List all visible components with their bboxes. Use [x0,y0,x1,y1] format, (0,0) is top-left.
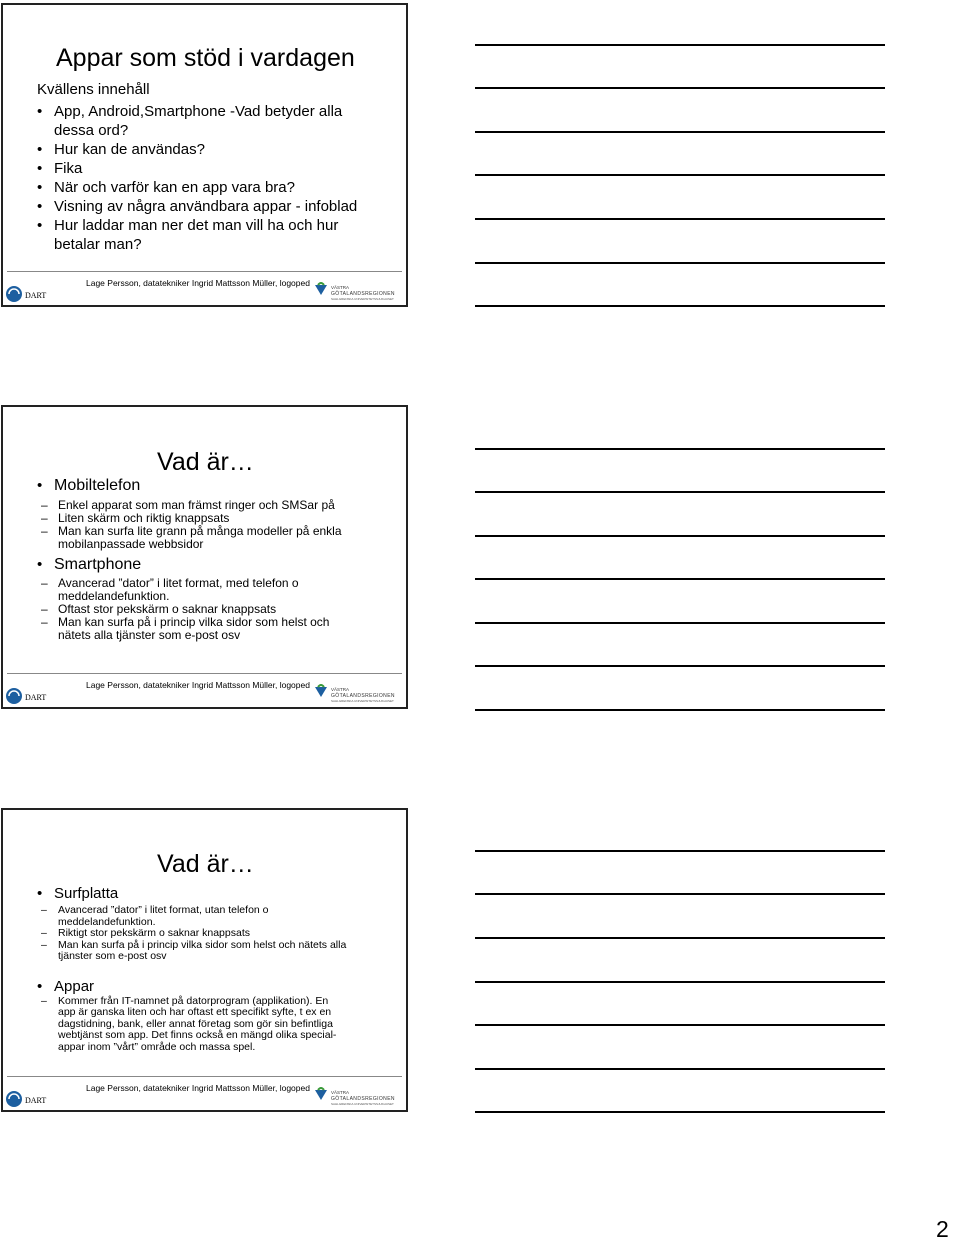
sub-list-item: – Oftast stor pekskärm o saknar knappsats [41,603,341,616]
note-line [475,87,885,89]
footer-authors: Lage Persson, datatekniker Ingrid Mattsson Müller, logoped [86,278,310,288]
list-item [37,555,377,642]
sub-list [41,905,351,963]
svg-text:VÄSTRA: VÄSTRA [331,285,350,290]
dart-logo [5,284,51,304]
list-item: • Visning av några användbara appar - infoblad [37,197,367,216]
sub-list-item: – Liten skärm och riktig knappsats [41,512,351,525]
svg-text:DART: DART [25,693,47,702]
section-heading: Mobiltelefon [54,477,141,494]
svg-text:SAHLGRENSKA UNIVERSITETSSJUKHU: SAHLGRENSKA UNIVERSITETSSJUKHUSET [331,297,394,301]
section-heading: Surfplatta [54,885,119,902]
note-line [475,218,885,220]
slide-title: Vad är… [157,448,254,476]
note-line [475,131,885,133]
sub-list-item: – Avancerad ”dator” i litet format, utan telefon o meddelandefunktion. [41,905,351,928]
slide-3 [1,808,408,1112]
footer-divider [7,271,402,272]
slide-1 [1,3,408,307]
note-line [475,44,885,46]
svg-text:DART: DART [25,291,47,300]
list-item: • Fika [37,159,367,178]
footer-authors: Lage Persson, datatekniker Ingrid Mattsson Müller, logoped [86,1083,310,1093]
note-line [475,535,885,537]
note-line [475,981,885,983]
slide-title: Appar som stöd i vardagen [56,44,355,72]
svg-text:DART: DART [25,1096,47,1105]
sub-list-item: – Enkel apparat som man främst ringer och SMSar på [41,499,351,512]
slide-subtitle: Kvällens innehåll [37,81,150,98]
sub-list [41,499,351,551]
sub-list [41,577,341,642]
note-line [475,850,885,852]
sub-list-item: – Man kan surfa lite grann på många modeller på enkla mobilanpassade webbsidor [41,525,351,551]
sub-list-item: – Man kan surfa på i princip vilka sidor som helst och nätets alla tjänster som e-post osv [41,616,341,642]
note-line [475,491,885,493]
slide-title: Vad är… [157,850,254,878]
note-line [475,1068,885,1070]
note-line [475,709,885,711]
note-line [475,665,885,667]
dart-logo [5,1089,51,1109]
note-line [475,893,885,895]
sub-list [41,996,346,1054]
dart-logo [5,686,51,706]
page-number: 2 [936,1216,949,1242]
note-line [475,937,885,939]
footer-authors: Lage Persson, datatekniker Ingrid Mattsson Müller, logoped [86,680,310,690]
note-line [475,1111,885,1113]
section-heading: Smartphone [54,556,142,573]
svg-text:GÖTALANDSREGIONEN: GÖTALANDSREGIONEN [331,1096,395,1102]
section-heading: Appar [54,977,95,995]
list-item [37,977,377,1054]
footer-divider [7,1076,402,1077]
note-line [475,262,885,264]
note-line [475,174,885,176]
svg-text:VÄSTRA: VÄSTRA [331,1090,350,1095]
note-line [475,305,885,307]
note-line [475,622,885,624]
svg-text:VÄSTRA: VÄSTRA [331,687,350,692]
svg-text:GÖTALANDSREGIONEN: GÖTALANDSREGIONEN [331,291,395,297]
sub-list-item: – Riktigt stor pekskärm o saknar knappsats [41,928,351,940]
list-item: • App, Android,Smartphone -Vad betyder alla dessa ord? [37,102,367,140]
list-item: • När och varför kan en app vara bra? [37,178,367,197]
list-item: • Hur laddar man ner det man vill ha och hur betalar man? [37,216,367,254]
footer-divider [7,673,402,674]
bullet-list [37,476,377,642]
sub-list-item: – Kommer från IT-namnet på datorprogram (applikation). En app är ganska liten och har oftast ett specifikt syfte, t ex en dagstidning, bank, eller annat företag som gör sin befintliga webtjänst som app. Det finns också en mängd olika special-appar inom ”vårt” område och massa spel. [41,996,346,1054]
note-line [475,1024,885,1026]
svg-text:SAHLGRENSKA UNIVERSITETSSJUKHU: SAHLGRENSKA UNIVERSITETSSJUKHUSET [331,699,394,703]
list-item [37,476,377,551]
vastra-gotalandsregionen-logo [313,281,407,305]
slide-2 [1,405,408,709]
list-item: • Hur kan de användas? [37,140,367,159]
note-line [475,448,885,450]
bullet-list [37,102,367,254]
note-line [475,578,885,580]
vastra-gotalandsregionen-logo [313,1086,407,1110]
bullet-list [37,884,377,1053]
sub-list-item: – Avancerad ”dator” i litet format, med telefon o meddelandefunktion. [41,577,341,603]
vastra-gotalandsregionen-logo [313,683,407,707]
list-item [37,884,377,963]
svg-text:GÖTALANDSREGIONEN: GÖTALANDSREGIONEN [331,693,395,699]
svg-text:SAHLGRENSKA UNIVERSITETSSJUKHU: SAHLGRENSKA UNIVERSITETSSJUKHUSET [331,1102,394,1106]
sub-list-item: – Man kan surfa på i princip vilka sidor som helst och nätets alla tjänster som e-post osv [41,940,351,963]
